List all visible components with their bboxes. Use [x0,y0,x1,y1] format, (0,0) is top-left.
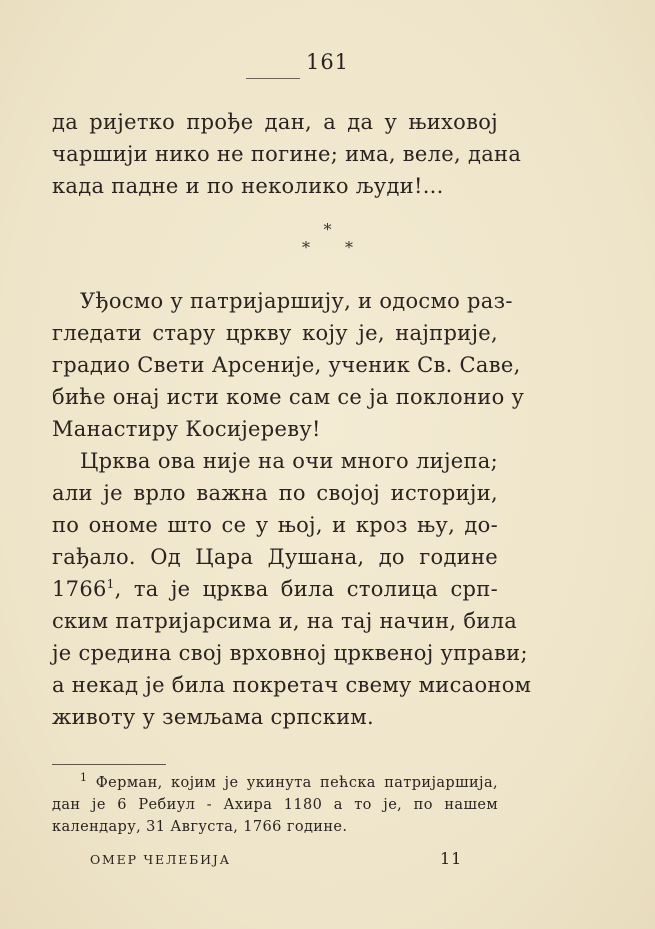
footnote-line: дан је 6 Ребиул - Ахира 1180 а то је, по нашем [52,797,498,813]
header-rule [246,78,300,79]
text-line: гледати стару цркву коју је, најприје, [52,321,498,345]
footnote [52,772,498,838]
text-line: али је врло важна по својој историји, [52,481,498,505]
text-line: по ономе што се у њој, и кроз њу, до- [52,513,498,537]
text-line: да ријетко прође дан, а да у њиховој [52,110,498,134]
asterism-bottom: * * [301,238,354,257]
footnote-rule [52,764,166,765]
text-line: ским патријарсима и, на тај начин, била [52,609,518,633]
text-line [52,573,498,605]
footnote-text: Ферман, којим је укинута пећска патријаршија, [95,775,498,791]
text-line: Манастиру Косијереву! [52,417,321,441]
year-text: 1766 [52,577,107,601]
text-line: Уђосмо у патријаршију, и одосмо раз- [80,289,513,313]
text-line: животу у земљама српским. [52,705,375,729]
footnote-line: календару, 31 Августа, 1766 године. [52,819,348,835]
text-line: гађало. Од Цара Душана, до године [52,545,498,569]
footnote-mark: 1 [80,771,88,785]
section-asterism [0,222,655,256]
text-line: а некад је била покретач свему мисаоном [52,673,532,697]
page-number: 161 [305,50,350,74]
signature-author: ОМЕР ЧЕЛЕБИЈА [90,852,231,867]
text-line: чаршији нико не погине; има, веле, дана [52,142,522,166]
asterism-top: * [323,220,332,239]
signature-sheet-number: 11 [440,849,463,868]
main-text [52,285,532,733]
text-line: Црква ова није на очи много лијепа; [80,449,498,473]
footnote-reference[interactable]: 1 [106,577,115,591]
text-line: је средина свој врховној црквеној управи; [52,641,528,665]
text-line: биће онај исти коме сам се ја поклонио у [52,385,525,409]
text-fragment: , та је црква била столица срп- [114,577,498,601]
text-line: када падне и по неколико људи!... [52,174,444,198]
text-line: градио Свети Арсеније, ученик Св. Саве, [52,353,521,377]
footnote-line [52,772,498,794]
paragraph-continuation [52,106,522,202]
